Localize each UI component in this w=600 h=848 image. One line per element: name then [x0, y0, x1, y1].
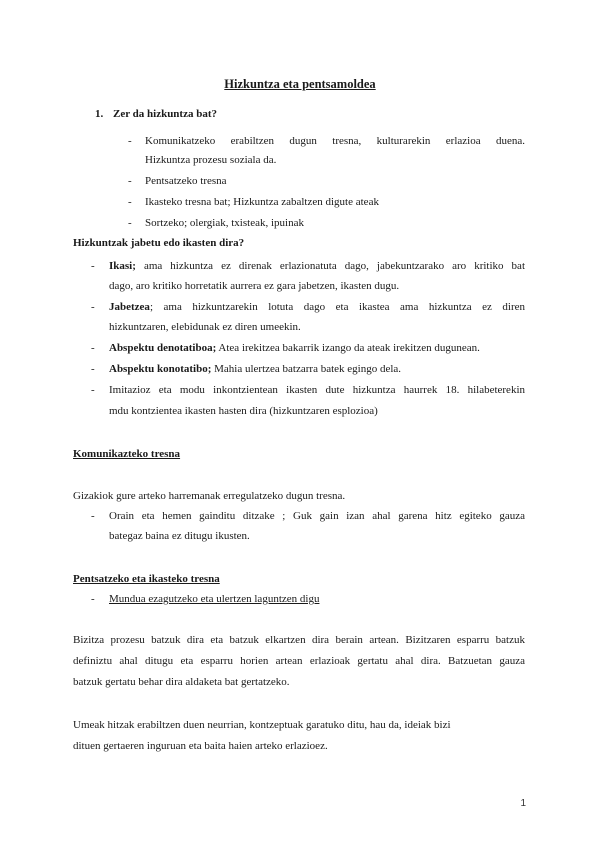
- bullet-dash: -: [91, 342, 95, 354]
- section2-item-2-line1: [109, 299, 525, 315]
- section2-item-5-line2: mdu kontzientea ikasten hasten dira (hizkuntzaren esplozioa): [109, 405, 378, 417]
- term-jabetzea: Jabetzea: [109, 301, 150, 313]
- section2-item-4-text: Mahia ulertzea batzarra batek egingo dela.: [211, 363, 402, 375]
- bullet-dash: -: [91, 260, 95, 272]
- paragraph-1-line3: batzuk gertatu behar dira aldaketa bat gertatzeko.: [73, 676, 290, 688]
- section2-item-2-line2: hizkuntzaren, elebidunak ez diren umeekin.: [109, 321, 301, 333]
- section2-item-3-text: Atea irekitzea bakarrik izango da ateak irekitzen dugunean.: [216, 342, 480, 354]
- bullet-dash: -: [128, 196, 132, 208]
- term-ikasi: Ikasi;: [109, 260, 136, 272]
- paragraph-2-line2: dituen gertaeren inguruan eta baita haien arteko erlazioez.: [73, 740, 328, 752]
- paragraph-1-line2: definiztu ahal ditugu eta esparru horien artean erlazioak gertatu ahal dira. Batzuetan gauza: [73, 655, 525, 667]
- section3-item-line1: Orain eta hemen gainditu ditzake ; Guk gain izan ahal garena hitz egiteko gauza: [109, 510, 525, 522]
- bullet-dash: -: [91, 301, 95, 313]
- section4-item: Mundua ezagutzeko eta ulertzen laguntzen digu: [109, 593, 320, 605]
- section1-item-2: Pentsatzeko tresna: [145, 175, 227, 187]
- page-number: 1: [520, 798, 526, 809]
- bullet-dash: -: [91, 510, 95, 522]
- bullet-dash: -: [91, 363, 95, 375]
- section2-item-2-text: ; ama hizkuntzarekin lotuta dago eta ikastea ama hizkuntza ez diren: [149, 301, 525, 313]
- section3-item-line2: bategaz baina ez ditugu ikusten.: [109, 530, 250, 542]
- section2-item-1-line2: dago, aro kritiko horretatik aurrera ez gara jabetzen, ikasten dugu.: [109, 280, 400, 292]
- bullet-dash: -: [128, 135, 132, 147]
- section1-heading: Zer da hizkuntza bat?: [113, 108, 218, 120]
- section2-item-4: [109, 361, 401, 377]
- term-abspektu-konotatibo: Abspektu konotatibo;: [109, 363, 212, 375]
- bullet-dash: -: [128, 175, 132, 187]
- section2-item-5-line1: Imitazioz eta modu inkontzientean ikasten dute hizkuntza haurrek 18. hilabeterekin: [109, 384, 525, 396]
- section1-item-4: Sortzeko; olergiak, txisteak, ipuinak: [145, 217, 304, 229]
- section1-item-1-line2: Hizkuntza prozesu soziala da.: [145, 154, 277, 166]
- bullet-dash: -: [91, 384, 95, 396]
- section3-intro: Gizakiok gure arteko harremanak erregulatzeko dugun tresna.: [73, 490, 346, 502]
- section2-item-1-text: ama hizkuntza ez direnak erlazionatuta dago, jabekuntzarako aro kritiko bat: [135, 260, 525, 272]
- section2-heading: Hizkuntzak jabetu edo ikasten dira?: [73, 237, 245, 249]
- section1-item-3: Ikasteko tresna bat; Hizkuntza zabaltzen digute ateak: [145, 196, 379, 208]
- section1-item-1-line1: Komunikatzeko erabiltzen dugun tresna, kulturarekin erlazioa duena.: [145, 135, 525, 147]
- section4-heading: Pentsatzeko eta ikasteko tresna: [73, 573, 220, 585]
- document-title: Hizkuntza eta pentsamoldea: [224, 77, 376, 91]
- bullet-dash: -: [128, 217, 132, 229]
- section1-number: 1.: [95, 108, 104, 120]
- paragraph-2-line1: Umeak hitzak erabiltzen duen neurrian, kontzeptuak garatuko ditu, hau da, ideiak bizi: [73, 719, 451, 731]
- term-abspektu-denotatiboa: Abspektu denotatiboa;: [109, 342, 217, 354]
- bullet-dash: -: [91, 593, 95, 605]
- section2-item-1-line1: [109, 258, 525, 274]
- section2-item-3: [109, 340, 480, 356]
- section3-heading: Komunikazteko tresna: [73, 448, 181, 460]
- paragraph-1-line1: Bizitza prozesu batzuk dira eta batzuk elkartzen dira berain artean. Bizitzaren esparru batzuk: [73, 634, 525, 646]
